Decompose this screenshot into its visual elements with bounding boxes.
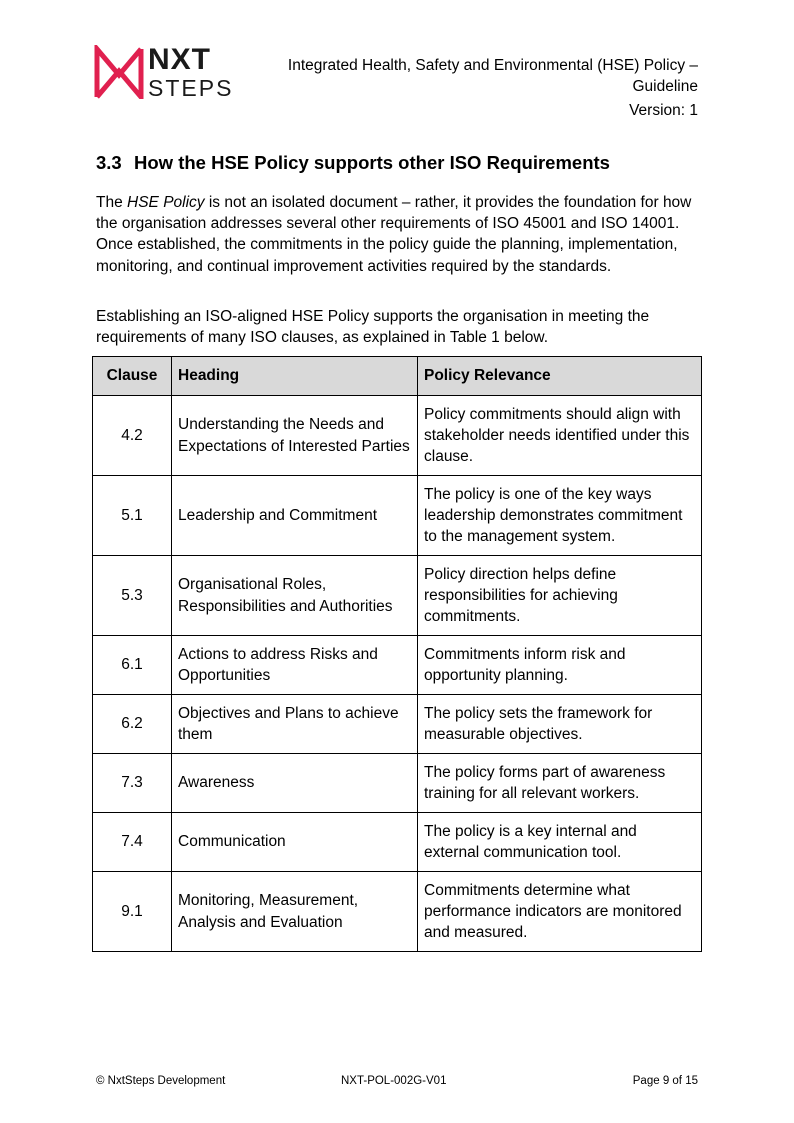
table-row	[93, 556, 702, 636]
relevance-cell: The policy is one of the key ways leadership demonstrates commitment to the management system.	[418, 476, 702, 556]
clause-cell: 6.1	[93, 636, 172, 695]
heading-cell: Monitoring, Measurement, Analysis and Evaluation	[172, 872, 418, 952]
section-title: How the HSE Policy supports other ISO Requirements	[134, 152, 610, 173]
heading-cell: Leadership and Commitment	[172, 476, 418, 556]
relevance-cell: Policy direction helps define responsibilities for achieving commitments.	[418, 556, 702, 636]
heading-cell: Communication	[172, 813, 418, 872]
table-header-row	[93, 357, 702, 396]
heading-cell: Objectives and Plans to achieve them	[172, 695, 418, 754]
clause-cell: 6.2	[93, 695, 172, 754]
relevance-cell: The policy sets the framework for measurable objectives.	[418, 695, 702, 754]
relevance-cell: Policy commitments should align with stakeholder needs identified under this clause.	[418, 396, 702, 476]
footer-page-number: Page 9 of 15	[632, 1075, 698, 1087]
heading-cell: Organisational Roles, Responsibilities and Authorities	[172, 556, 418, 636]
logo-wordmark-top: NXT	[148, 43, 211, 76]
relevance-cell: The policy is a key internal and external communication tool.	[418, 813, 702, 872]
header-heading: Heading	[172, 357, 418, 396]
heading-cell: Understanding the Needs and Expectations of Interested Parties	[172, 396, 418, 476]
heading-cell: Actions to address Risks and Opportunities	[172, 636, 418, 695]
section-number: 3.3	[96, 152, 122, 173]
table-row	[93, 396, 702, 476]
header-policy-relevance: Policy Relevance	[418, 357, 702, 396]
relevance-cell: The policy forms part of awareness training for all relevant workers.	[418, 754, 702, 813]
intro-prefix: The	[96, 194, 128, 211]
clause-cell: 5.1	[93, 476, 172, 556]
section-heading	[96, 152, 610, 174]
table-row	[93, 695, 702, 754]
table-row	[93, 636, 702, 695]
table-row	[93, 872, 702, 952]
intro-emphasis: HSE Policy	[127, 194, 205, 211]
nxt-monogram-icon	[93, 45, 145, 99]
clause-cell: 4.2	[93, 396, 172, 476]
table-row	[93, 476, 702, 556]
logo-wordmark-bottom: STEPS	[148, 75, 234, 101]
relevance-cell: Commitments inform risk and opportunity planning.	[418, 636, 702, 695]
table-row	[93, 754, 702, 813]
heading-cell: Awareness	[172, 754, 418, 813]
table-row	[93, 813, 702, 872]
document-version: Version: 1	[629, 102, 698, 119]
footer-copyright: © NxtSteps Development	[96, 1075, 226, 1087]
header-clause: Clause	[93, 357, 172, 396]
clauses-paragraph: Establishing an ISO-aligned HSE Policy supports the organisation in meeting the requirements of many ISO clauses, as explained in Table 1 below.	[96, 308, 650, 347]
intro-body: is not an isolated document – rather, it provides the foundation for how the organisation addresses several other requirements of ISO 45001 and ISO 14001. Once established, the commitments in the policy guide the planning, implementation, monitoring, and continual improvement activities required by the standards.	[96, 194, 692, 275]
clause-cell: 7.4	[93, 813, 172, 872]
clause-cell: 7.3	[93, 754, 172, 813]
iso-clauses-table	[92, 356, 702, 952]
company-logo	[93, 43, 234, 101]
clause-cell: 5.3	[93, 556, 172, 636]
clause-cell: 9.1	[93, 872, 172, 952]
document-title: Integrated Health, Safety and Environmental (HSE) Policy – Guideline	[287, 57, 698, 95]
relevance-cell: Commitments determine what performance indicators are monitored and measured.	[418, 872, 702, 952]
intro-paragraph	[96, 192, 698, 277]
footer-doc-code: NXT-POL-002G-V01	[341, 1075, 447, 1087]
